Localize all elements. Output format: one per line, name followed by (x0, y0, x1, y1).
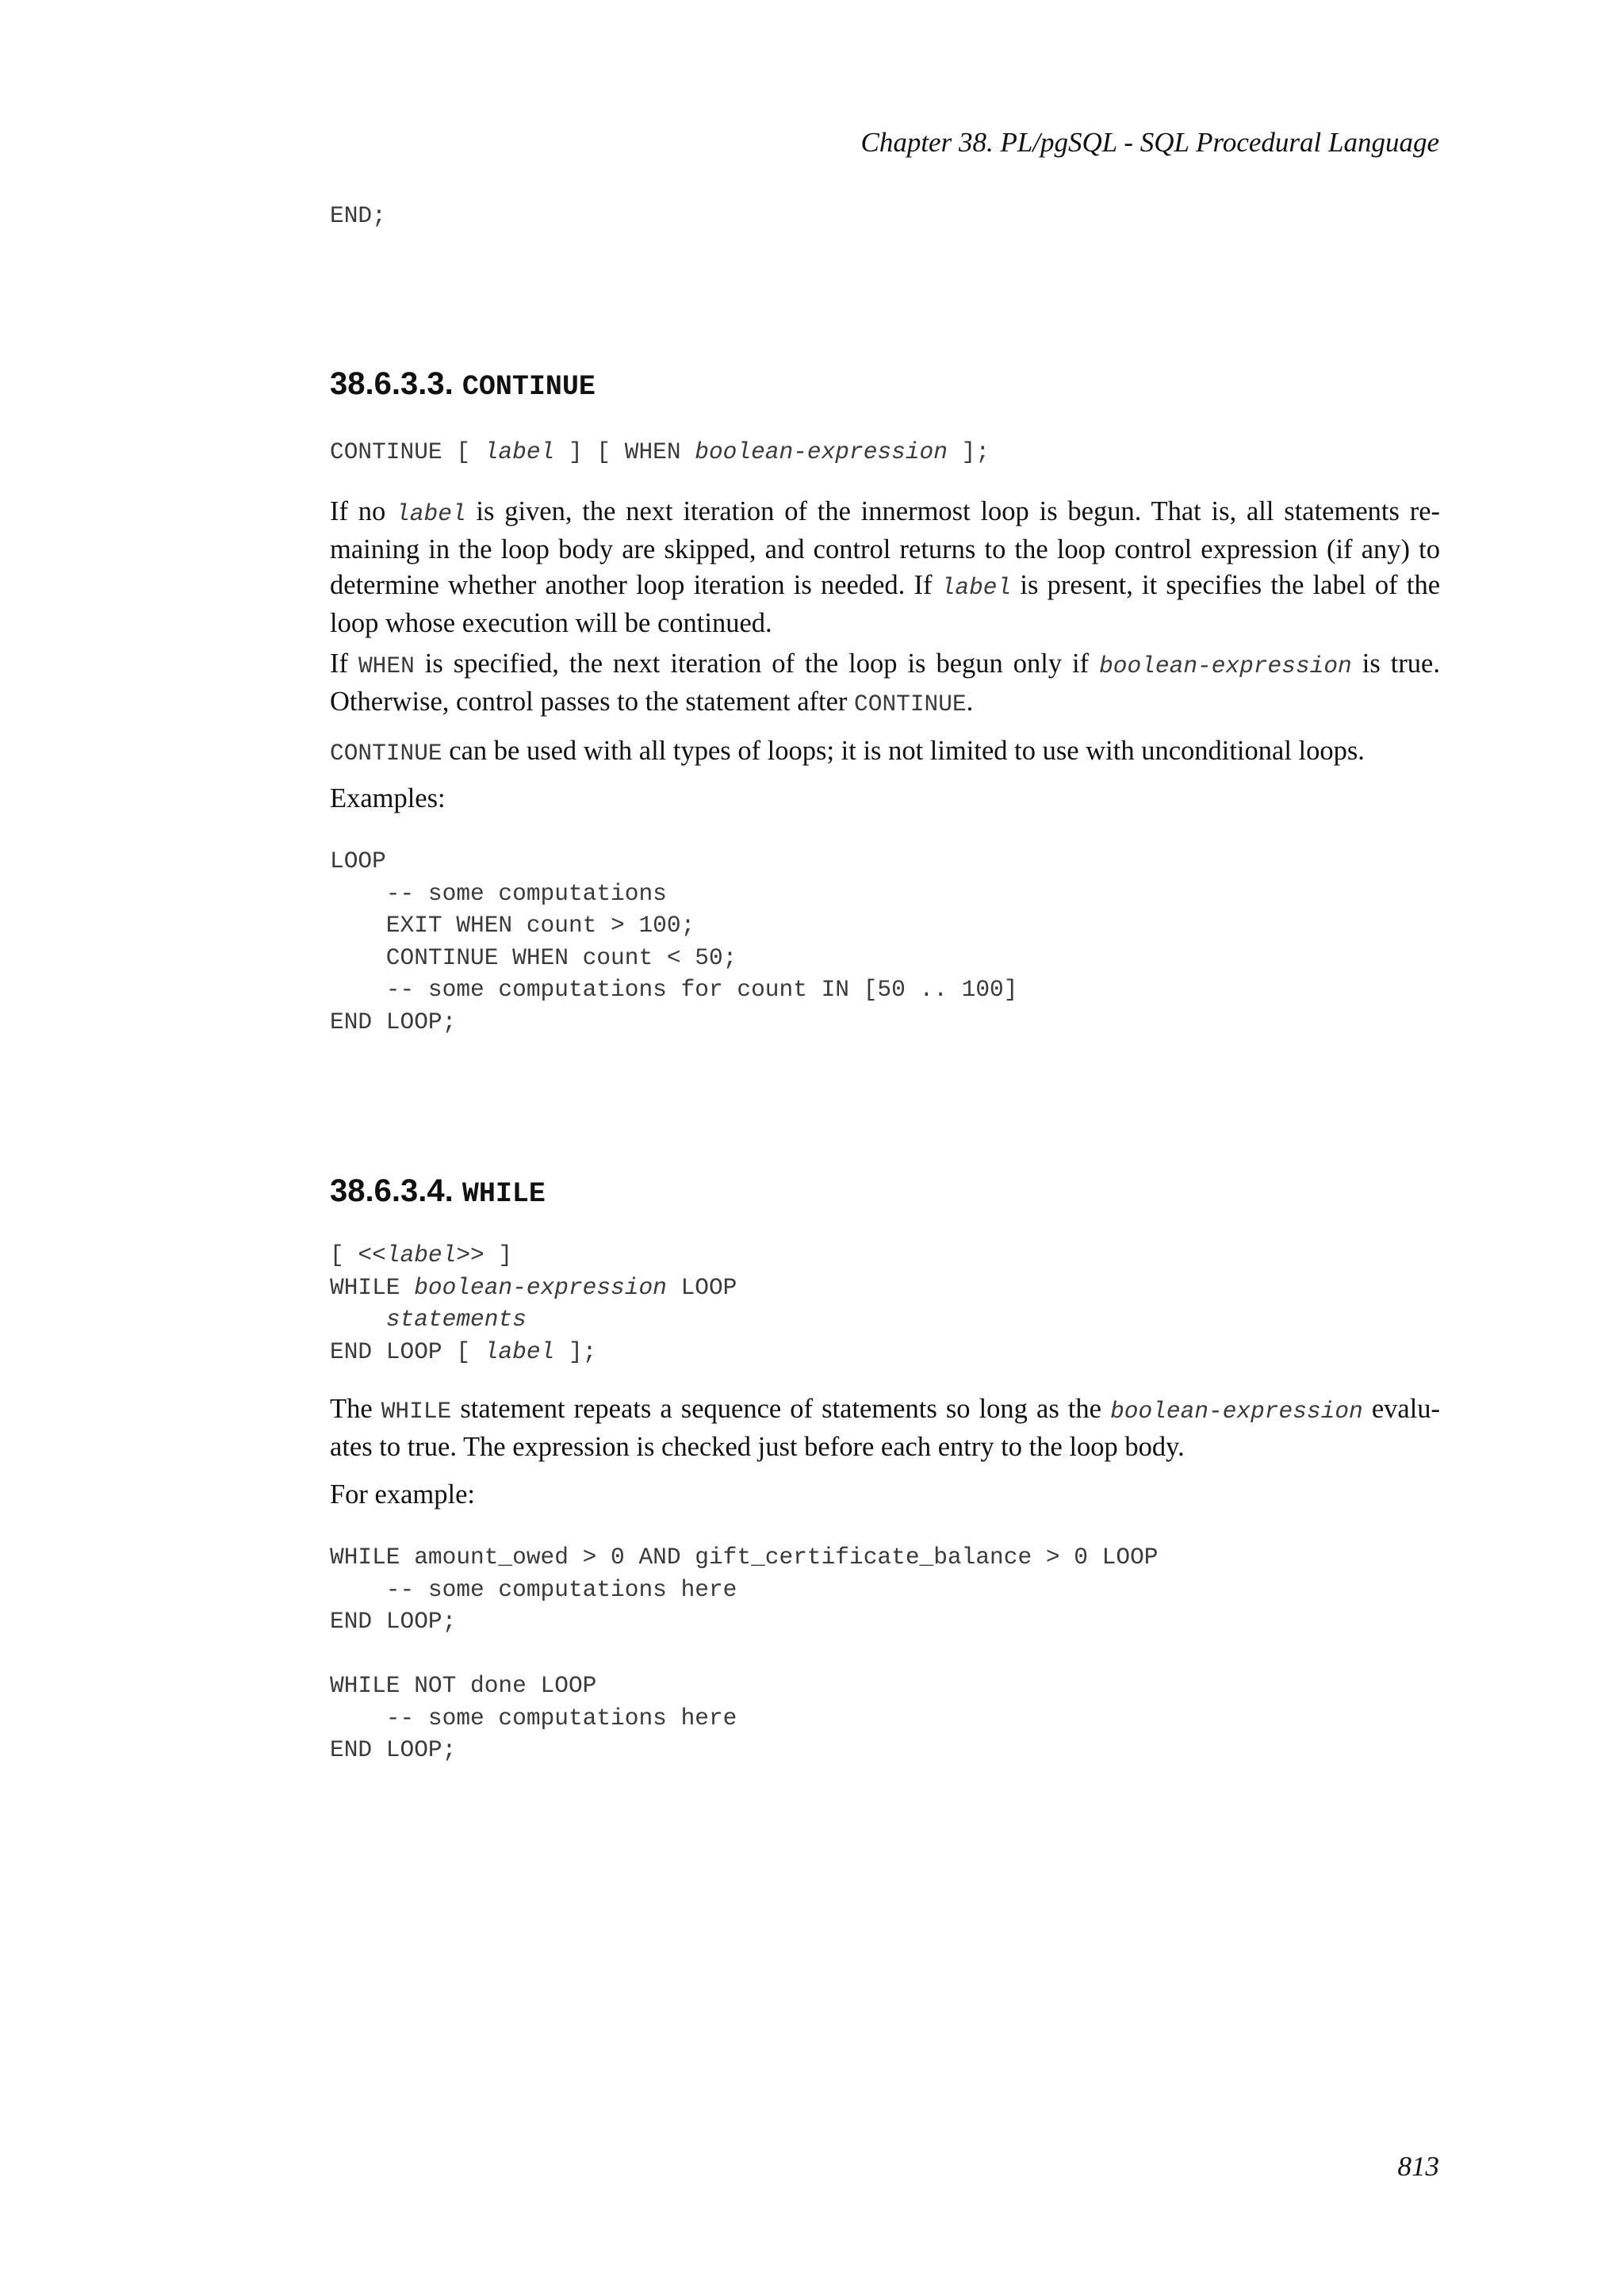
section-keyword: WHILE (462, 1178, 546, 1210)
running-header: Chapter 38. PL/pgSQL - SQL Procedural Language (860, 127, 1439, 158)
code-block-end: END; (330, 202, 386, 229)
syntax-text: ] [ WHEN (554, 438, 695, 465)
code-block-while-example: WHILE amount_owed > 0 AND gift_certificate_balance > 0 LOOP -- some computations here END LOOP; WHILE NOT done LOOP -- some computations here END LOOP; (330, 1544, 1159, 1763)
while-syntax (330, 1239, 1440, 1368)
syntax-text: LOOP (666, 1273, 737, 1301)
while-example (330, 1541, 1440, 1766)
examples-label-wrap (330, 781, 1440, 817)
syntax-text: CONTINUE [ (330, 438, 485, 465)
syntax-expr-placeholder: boolean-expression (695, 438, 948, 465)
text: statement repeats a sequence of statements so long as the (451, 1394, 1111, 1424)
syntax-text: WHILE (330, 1273, 415, 1301)
text: If (330, 649, 358, 679)
syntax-label-placeholder: label (484, 438, 555, 465)
syntax-indent (330, 1306, 386, 1333)
continue-paragraph-3 (330, 733, 1440, 771)
continue-paragraph-2 (330, 646, 1440, 722)
text: If no (330, 496, 396, 526)
syntax-text: ]; (554, 1337, 597, 1365)
syntax-line-4 (330, 1336, 1440, 1368)
syntax-line-1 (330, 1239, 1440, 1272)
inline-code: label (396, 500, 466, 527)
syntax-text: ]; (947, 438, 990, 465)
syntax-text: >> ] (456, 1242, 513, 1269)
continue-paragraph-1 (330, 494, 1440, 641)
syntax-label-placeholder: label (484, 1337, 555, 1365)
text: is specified, the next iteration of the loop is begun only if (414, 649, 1100, 679)
text: evalu-ates to true. The expression is checked just before each entry to the loop body. (330, 1394, 1441, 1462)
syntax-line (330, 436, 1440, 469)
section-heading-while (330, 1173, 1440, 1210)
section-keyword: CONTINUE (462, 371, 596, 403)
for-example-label: For example: (330, 1479, 475, 1510)
syntax-expr-placeholder: boolean-expression (414, 1273, 667, 1301)
inline-code: boolean-expression (1099, 652, 1352, 679)
page-number: 813 (1397, 2151, 1439, 2182)
text: is given, the next iteration of the innermost loop is begun. That is, all statements re-maining in the loop body are skipped, and control returns to the loop control expression (if any) to determine whether another loop iteration is needed. If (330, 496, 1440, 600)
continue-example (330, 845, 1440, 1038)
inline-code: label (940, 574, 1012, 601)
top-code-fragment (330, 200, 1440, 232)
section-number: 38.6.3.3. (330, 366, 454, 401)
inline-code: CONTINUE (330, 740, 442, 767)
syntax-text: END LOOP [ (330, 1337, 485, 1365)
paragraph (330, 646, 1440, 722)
for-example-wrap (330, 1477, 1440, 1513)
text: The (330, 1394, 381, 1424)
paragraph (330, 1391, 1440, 1465)
text: is true. Otherwise, control passes to the statement after (330, 649, 1440, 717)
continue-syntax (330, 436, 1440, 469)
syntax-text: [ << (330, 1242, 386, 1269)
inline-code: CONTINUE (854, 691, 967, 718)
syntax-statements-placeholder: statements (385, 1306, 527, 1333)
examples-label: Examples: (330, 783, 446, 813)
syntax-line-2 (330, 1272, 1440, 1304)
inline-code: WHILE (381, 1398, 452, 1425)
paragraph (330, 494, 1440, 641)
text: . (966, 687, 974, 717)
section-number: 38.6.3.4. (330, 1173, 454, 1208)
inline-code: WHEN (358, 652, 415, 679)
syntax-line-3 (330, 1303, 1440, 1336)
code-block-continue-example: LOOP -- some computations EXIT WHEN count > 100; CONTINUE WHEN count < 50; -- some computations for count IN [50 .. 100] END LOOP; (330, 848, 1018, 1035)
text: is present, it specifies the label of the loop whose execution will be continued. (330, 570, 1441, 638)
syntax-label-placeholder: label (385, 1242, 457, 1269)
paragraph (330, 733, 1440, 771)
section-continue (330, 366, 1440, 403)
text: can be used with all types of loops; it is not limited to use with unconditional loops. (442, 736, 1365, 766)
while-paragraph-1 (330, 1391, 1440, 1465)
inline-code: boolean-expression (1110, 1398, 1363, 1425)
section-heading-continue (330, 366, 1440, 403)
section-while (330, 1173, 1440, 1210)
